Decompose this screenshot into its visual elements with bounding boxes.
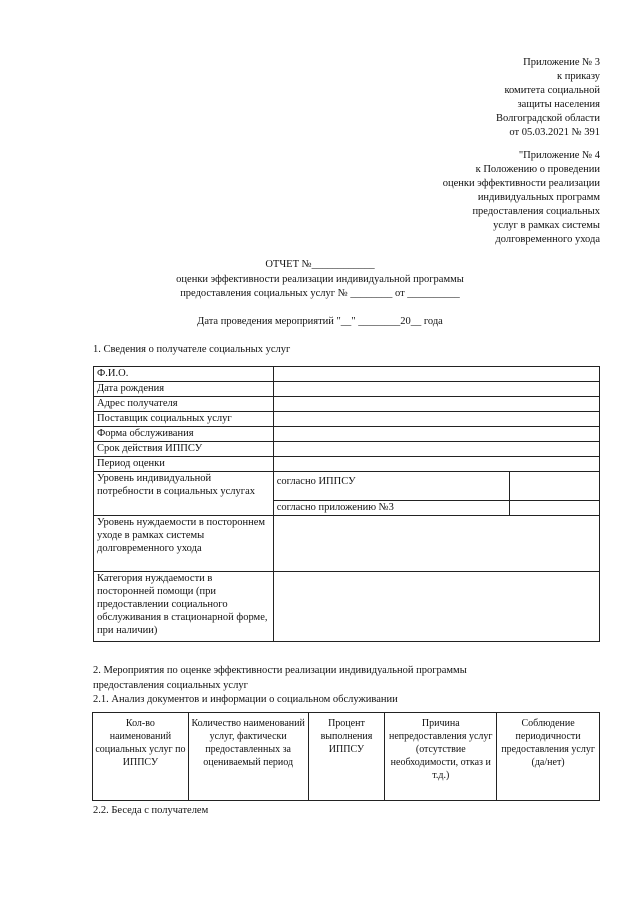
row-label-fio: Ф.И.О.: [94, 367, 274, 382]
table-row: [94, 427, 600, 442]
row-label-address: Адрес получателя: [94, 397, 274, 412]
value-cell-assessment-period[interactable]: [273, 457, 599, 472]
column-header: Количество наименований услуг, фактически предоставленных за оцениваемый период: [188, 713, 308, 801]
value-cell-provider[interactable]: [273, 412, 599, 427]
section-2-1-heading: 2.1. Анализ документов и информации о социальном обслуживании: [93, 694, 398, 705]
event-date-line: Дата проведения мероприятий "__" ________20__ года: [197, 316, 443, 327]
value-cell-per-ippsu[interactable]: [510, 472, 600, 501]
row-label-provider: Поставщик социальных услуг: [94, 412, 274, 427]
value-cell-fio[interactable]: [273, 367, 599, 382]
header-line: индивидуальных программ: [477, 192, 600, 203]
appendix-3-header: [496, 56, 600, 140]
documents-analysis-table: [92, 712, 600, 801]
row-label-individual-need: Уровень индивидуальной потребности в социальных услугах: [94, 472, 274, 516]
value-cell-address[interactable]: [273, 397, 599, 412]
table-row: [94, 516, 600, 572]
value-cell-ippsu-term[interactable]: [273, 442, 599, 457]
table-row: [94, 457, 600, 472]
sublabel-per-ippsu: согласно ИППСУ: [273, 472, 510, 501]
table-row: [94, 382, 600, 397]
table-row: [94, 397, 600, 412]
section-2-heading-line1: 2. Мероприятия по оценке эффективности реализации индивидуальной программы: [93, 665, 467, 676]
header-line: Приложение № 3: [523, 57, 600, 68]
header-line: предоставления социальных: [472, 206, 600, 217]
header-line: услуг в рамках системы: [493, 220, 600, 231]
header-line: от 05.03.2021 № 391: [509, 127, 600, 138]
row-label-care-need-level: Уровень нуждаемости в постороннем уходе в рамках системы долговременного ухода: [94, 516, 274, 572]
header-line: к Положению о проведении: [475, 164, 600, 175]
section-2-heading-line2: предоставления социальных услуг: [93, 680, 248, 691]
report-subtitle-line2: предоставления социальных услуг № ________ от __________: [180, 288, 460, 299]
report-title: ОТЧЕТ №____________: [265, 259, 375, 270]
appendix-4-header: [443, 149, 600, 247]
header-line: "Приложение № 4: [518, 150, 600, 161]
value-cell-per-appendix[interactable]: [510, 501, 600, 516]
table-header-row: [93, 713, 600, 801]
report-subtitle-line1: оценки эффективности реализации индивидуальной программы: [176, 274, 464, 285]
value-cell-service-form[interactable]: [273, 427, 599, 442]
row-label-birth-date: Дата рождения: [94, 382, 274, 397]
header-line: к приказу: [557, 71, 600, 82]
table-row: [94, 472, 600, 501]
table-row: [94, 412, 600, 427]
row-label-assessment-period: Период оценки: [94, 457, 274, 472]
row-label-service-form: Форма обслуживания: [94, 427, 274, 442]
column-header: Соблюдение периодичности предоставления услуг (да/нет): [497, 713, 600, 801]
sublabel-per-appendix: согласно приложению №3: [273, 501, 510, 516]
column-header: Кол-во наименований социальных услуг по ИППСУ: [93, 713, 189, 801]
table-row: [94, 367, 600, 382]
value-cell-need-category[interactable]: [273, 572, 599, 642]
value-cell-birth-date[interactable]: [273, 382, 599, 397]
section-1-heading: 1. Сведения о получателе социальных услуг: [93, 344, 291, 355]
column-header: Причина непредоставления услуг (отсутствие необходимости, отказ и т.д.): [385, 713, 497, 801]
table-row: [94, 442, 600, 457]
row-label-need-category: Категория нуждаемости в посторонней помощи (при предоставлении социального обслуживания в стационарной форме, при наличии): [94, 572, 274, 642]
table-row: [94, 572, 600, 642]
recipient-info-table: [93, 366, 600, 642]
row-label-ippsu-term: Срок действия ИППСУ: [94, 442, 274, 457]
column-header: Процент выполнения ИППСУ: [308, 713, 385, 801]
header-line: защиты населения: [517, 99, 600, 110]
value-cell-care-need-level[interactable]: [273, 516, 599, 572]
header-line: Волгоградской области: [495, 113, 600, 124]
section-2-2-heading: 2.2. Беседа с получателем: [93, 805, 209, 816]
header-line: оценки эффективности реализации: [442, 178, 600, 189]
header-line: комитета социальной: [504, 85, 600, 96]
header-line: долговременного ухода: [495, 234, 600, 245]
